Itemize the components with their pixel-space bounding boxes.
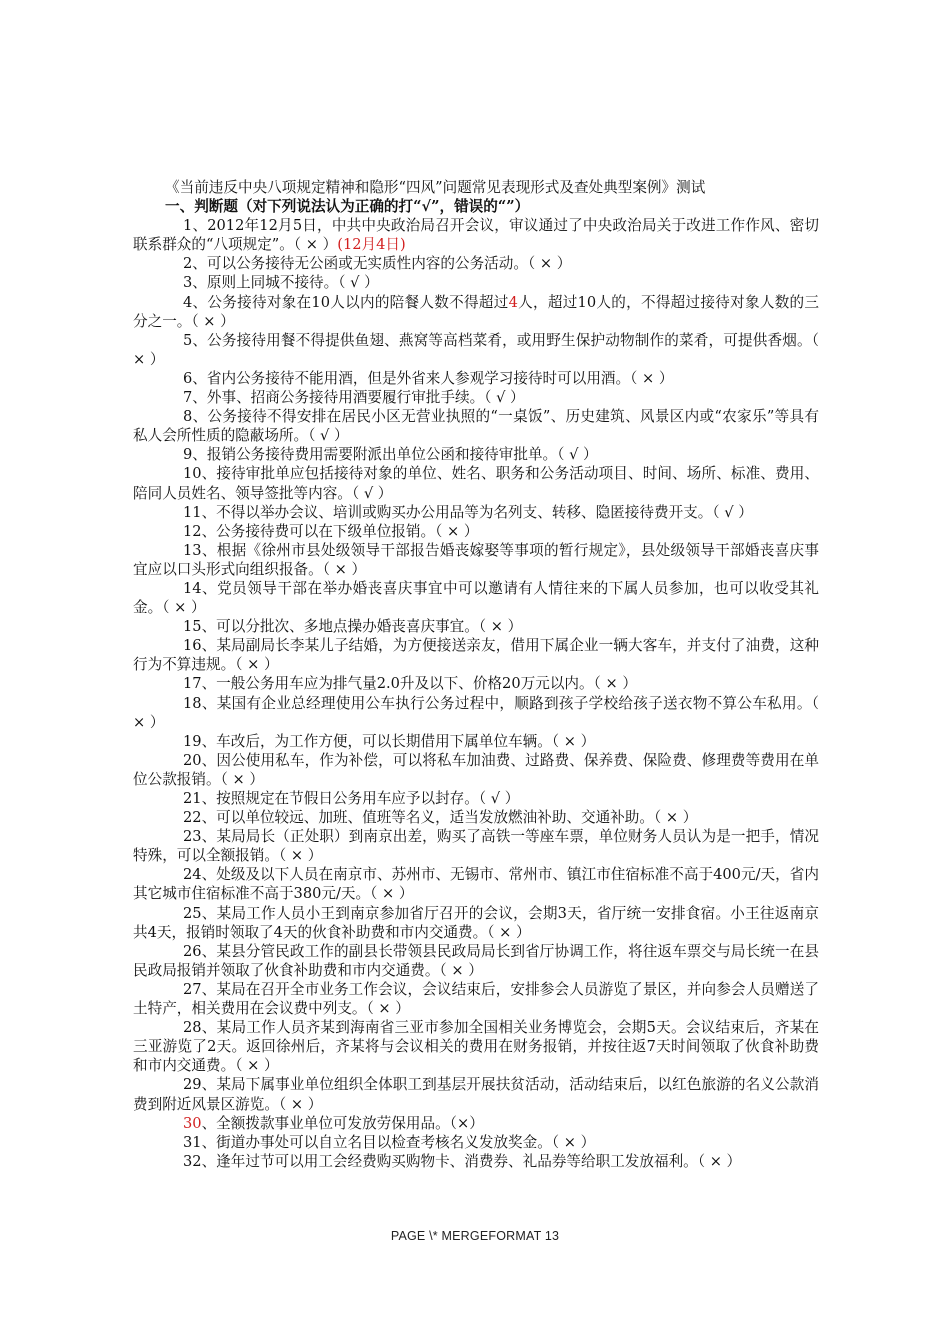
document-body [133,178,819,1171]
question-text: 22、可以单位较远、加班、值班等名义，适当发放燃油补助、交通补助。（ × ） [183,809,698,827]
question-item [133,1114,819,1133]
question-text: 3、原则上同城不接待。（ √ ） [183,274,379,292]
question-text: 10、接待审批单应包括接待对象的单位、姓名、职务和公务活动项目、时间、场所、标准、费用、陪同人员姓名、领导签批等内容。（ √ ） [133,465,819,502]
question-text: 31、街道办事处可以自立名目以检查考核名义发放奖金。（ × ） [183,1133,596,1151]
question-text: 1、2012年12月5日，中共中央政治局召开会议，审议通过了中央政治局关于改进工作作风、密切联系群众的“八项规定”。（ × ） [133,217,819,254]
question-item [133,407,819,445]
question-text: 21、按照规定在节假日公务用车应予以封存。（ √ ） [183,790,520,807]
question-text: 12、公务接待费可以在下级单位报销。（ × ） [183,522,479,540]
question-item [133,331,819,369]
question-item [133,751,819,789]
question-text: 25、某局工作人员小王到南京参加省厅召开的会议，会期3天，省厅统一安排食宿。小王往返南京共4天，报销时领取了4天的伙食补助费和市内交通费。（ × ） [133,904,819,941]
section-heading: 一、判断题（对下列说法认为正确的打“√”，错误的“”） [165,198,530,216]
question-item [133,216,819,254]
page-footer: PAGE \* MERGEFORMAT 13 [390,1229,560,1243]
question-text: 26、某县分管民政工作的副县长带领县民政局局长到省厅协调工作，将往返车票交与局长统一在县民政局报销并领取了伙食补助费和市内交通费。（ × ） [133,942,819,979]
question-item [133,1018,819,1075]
question-text: 16、某局副局长李某儿子结婚，为方便接送亲友，借用下属企业一辆大客车，并支付了油费，这种行为不算违规。（ × ） [133,637,819,674]
question-text: 7、外事、招商公务接待用酒要履行审批手续。（ √ ） [183,389,525,407]
highlighted-text: (12月4日) [337,236,406,254]
question-list [133,216,819,1171]
question-item [133,579,819,617]
question-text: 14、党员领导干部在举办婚丧喜庆事宜中可以邀请有人情往来的下属人员参加，也可以收受其礼金。（ × ） [133,579,819,617]
question-item [133,369,819,388]
question-item [133,293,819,331]
question-text: 9、报销公务接待费用需要附派出单位公函和接待审批单。（ √ ） [183,446,598,464]
question-text: 2、可以公务接待无公函或无实质性内容的公务活动。（ × ） [183,255,572,273]
question-text: 29、某局下属事业单位组织全体职工到基层开展扶贫活动，活动结束后，以红色旅游的名义公款消费到附近风景区游览。（ × ） [133,1076,819,1113]
question-item [133,522,819,541]
question-item [133,636,819,674]
question-text: 8、公务接待不得安排在居民小区无营业执照的“一桌饭”、历史建筑、风景区内或“农家乐”等具有私人会所性质的隐蔽场所。（ √ ） [133,408,819,445]
question-text: 18、某国有企业总经理使用公车执行公务过程中，顺路到孩子学校给孩子送衣物不算公车私用。（ × ） [133,694,819,731]
question-item [133,808,819,827]
question-text: 20、因公使用私车，作为补偿，可以将私车加油费、过路费、保养费、保险费、修理费等费用在单位公款报销。（ × ） [133,751,819,788]
question-item [133,273,819,292]
question-text: 17、一般公务用车应为排气量2.0升及以下、价格20万元以内。（ × ） [183,675,637,693]
question-item [133,789,819,808]
question-item [133,254,819,273]
question-item [133,980,819,1018]
highlighted-text: 30 [183,1114,202,1132]
question-text: 5、公务接待用餐不得提供鱼翅、燕窝等高档菜肴，或用野生保护动物制作的菜肴，可提供香烟。（ × ） [133,331,819,368]
question-item [133,464,819,502]
highlighted-text: 4 [508,293,518,311]
question-text: 、全额拨款事业单位可发放劳保用品。（×） [201,1114,484,1132]
question-text: 32、逢年过节可以用工会经费购买购物卡、消费券、礼品券等给职工发放福利。（ × ） [183,1152,742,1170]
question-item [133,904,819,942]
question-text: 24、处级及以下人员在南京市、苏州市、无锡市、常州市、镇江市住宿标准不高于400元/天，省内其它城市住宿标准不高于380元/天。（ × ） [133,866,819,903]
question-item [133,732,819,751]
question-item [133,1075,819,1113]
question-item [133,694,819,732]
question-text: 23、某局局长（正处职）到南京出差，购买了高铁一等座车票，单位财务人员认为是一把手，情况特殊，可以全额报销。（ × ） [133,828,819,865]
question-item [133,674,819,693]
question-item [133,865,819,903]
question-text: 11、不得以举办会议、培训或购买办公用品等为名列支、转移、隐匿接待费开支。（ √ ） [183,503,753,521]
question-item [133,541,819,579]
question-item [133,617,819,636]
question-text: 6、省内公务接待不能用酒，但是外省来人参观学习接待时可以用酒。（ × ） [183,369,674,387]
question-item [133,445,819,464]
question-item [133,388,819,407]
question-item [133,942,819,980]
question-text: 27、某局在召开全市业务工作会议，会议结束后，安排参会人员游览了景区，并向参会人员赠送了土特产，相关费用在会议费中列支。（ × ） [133,980,819,1018]
question-item [133,1133,819,1152]
question-text: 28、某局工作人员齐某到海南省三亚市参加全国相关业务博览会，会期5天。会议结束后，齐某在三亚游览了2天。返回徐州后，齐某将与会议相关的费用在财务报销，并按往返7天时间领取了伙食补助费和市内交通费。（ × ） [133,1019,819,1075]
question-text: 15、可以分批次、多地点操办婚丧喜庆事宜。（ × ） [183,618,523,636]
question-text: 人，超过10人的，不得超过接待对象人数的三分之一。（ × ） [133,293,820,330]
question-item [133,1152,819,1171]
question-item [133,827,819,865]
question-item [133,503,819,522]
question-text: 19、车改后，为工作方便，可以长期借用下属单位车辆。（ × ） [183,732,596,750]
question-text: 13、根据《徐州市县处级领导干部报告婚丧嫁娶等事项的暂行规定》，县处级领导干部婚丧喜庆事宜应以口头形式向组织报备。（ × ） [133,541,819,578]
question-text: 4、公务接待对象在10人以内的陪餐人数不得超过 [183,293,509,311]
document-title: 《当前违反中央八项规定精神和隐形“四风”问题常见表现形式及查处典型案例》测试 [165,179,706,196]
